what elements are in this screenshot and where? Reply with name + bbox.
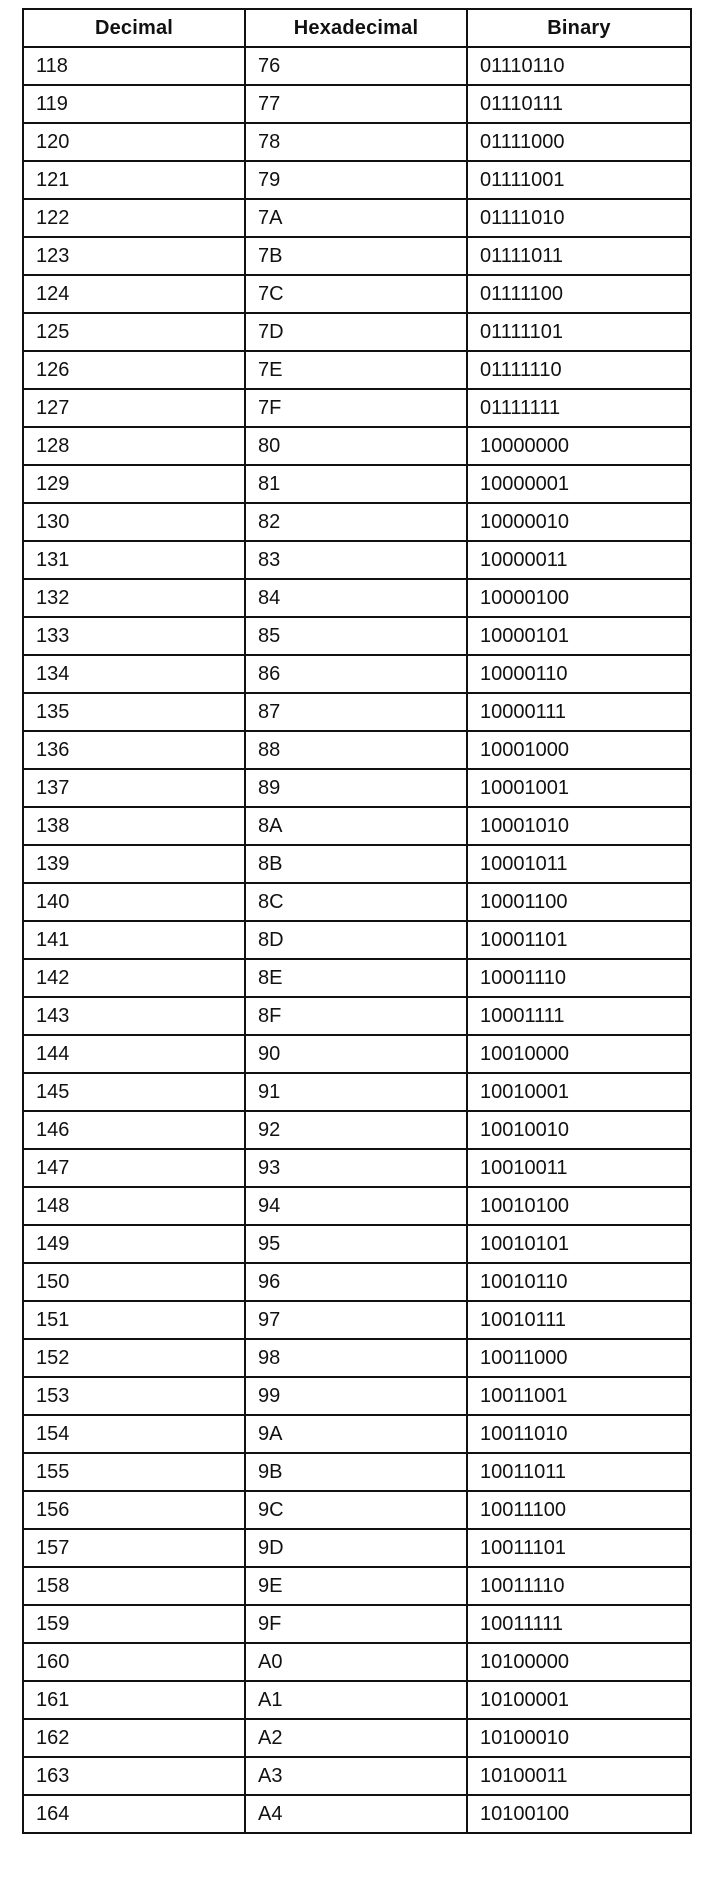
decimal-cell: 153	[23, 1377, 245, 1415]
binary-cell: 10011010	[467, 1415, 691, 1453]
hexadecimal-cell: 83	[245, 541, 467, 579]
decimal-cell: 155	[23, 1453, 245, 1491]
hexadecimal-cell: 77	[245, 85, 467, 123]
table-row	[23, 731, 691, 769]
hexadecimal-cell: 93	[245, 1149, 467, 1187]
table-row	[23, 693, 691, 731]
header-row	[23, 9, 691, 47]
table-row	[23, 1681, 691, 1719]
decimal-cell: 138	[23, 807, 245, 845]
decimal-cell: 119	[23, 85, 245, 123]
column-header-hexadecimal: Hexadecimal	[245, 9, 467, 47]
decimal-cell: 152	[23, 1339, 245, 1377]
hexadecimal-cell: 7A	[245, 199, 467, 237]
binary-cell: 10001011	[467, 845, 691, 883]
decimal-cell: 134	[23, 655, 245, 693]
conversion-table-page	[22, 8, 690, 1834]
decimal-cell: 126	[23, 351, 245, 389]
table-row	[23, 1491, 691, 1529]
table-body	[23, 47, 691, 1833]
table-row	[23, 769, 691, 807]
table-row	[23, 1757, 691, 1795]
hexadecimal-cell: 9F	[245, 1605, 467, 1643]
hexadecimal-cell: A1	[245, 1681, 467, 1719]
hexadecimal-cell: A0	[245, 1643, 467, 1681]
binary-cell: 01111000	[467, 123, 691, 161]
table-row	[23, 1111, 691, 1149]
decimal-cell: 130	[23, 503, 245, 541]
binary-cell: 10001010	[467, 807, 691, 845]
hexadecimal-cell: 86	[245, 655, 467, 693]
hexadecimal-cell: 94	[245, 1187, 467, 1225]
hexadecimal-cell: 84	[245, 579, 467, 617]
table-row	[23, 1605, 691, 1643]
table-row	[23, 1073, 691, 1111]
binary-cell: 01111100	[467, 275, 691, 313]
column-header-decimal: Decimal	[23, 9, 245, 47]
hexadecimal-cell: 8F	[245, 997, 467, 1035]
table-row	[23, 997, 691, 1035]
column-header-binary: Binary	[467, 9, 691, 47]
hexadecimal-cell: 9A	[245, 1415, 467, 1453]
table-row	[23, 1225, 691, 1263]
decimal-cell: 137	[23, 769, 245, 807]
binary-cell: 10000011	[467, 541, 691, 579]
decimal-cell: 123	[23, 237, 245, 275]
table-row	[23, 199, 691, 237]
table-row	[23, 1263, 691, 1301]
decimal-cell: 159	[23, 1605, 245, 1643]
binary-cell: 10010111	[467, 1301, 691, 1339]
table-row	[23, 1301, 691, 1339]
decimal-cell: 131	[23, 541, 245, 579]
decimal-cell: 118	[23, 47, 245, 85]
binary-cell: 10011000	[467, 1339, 691, 1377]
table-row	[23, 351, 691, 389]
decimal-cell: 161	[23, 1681, 245, 1719]
decimal-cell: 121	[23, 161, 245, 199]
binary-cell: 01111110	[467, 351, 691, 389]
binary-cell: 10010110	[467, 1263, 691, 1301]
hexadecimal-cell: 90	[245, 1035, 467, 1073]
hexadecimal-cell: 87	[245, 693, 467, 731]
hexadecimal-cell: 82	[245, 503, 467, 541]
decimal-cell: 146	[23, 1111, 245, 1149]
decimal-cell: 150	[23, 1263, 245, 1301]
hexadecimal-cell: 78	[245, 123, 467, 161]
binary-cell: 01110110	[467, 47, 691, 85]
hexadecimal-cell: 9E	[245, 1567, 467, 1605]
decimal-cell: 142	[23, 959, 245, 997]
table-row	[23, 1643, 691, 1681]
hexadecimal-cell: 99	[245, 1377, 467, 1415]
binary-cell: 10001110	[467, 959, 691, 997]
hexadecimal-cell: 7D	[245, 313, 467, 351]
table-row	[23, 1567, 691, 1605]
hexadecimal-cell: 8D	[245, 921, 467, 959]
hexadecimal-cell: 81	[245, 465, 467, 503]
decimal-cell: 124	[23, 275, 245, 313]
decimal-cell: 162	[23, 1719, 245, 1757]
table-row	[23, 1035, 691, 1073]
decimal-cell: 158	[23, 1567, 245, 1605]
hexadecimal-cell: 79	[245, 161, 467, 199]
hexadecimal-cell: 96	[245, 1263, 467, 1301]
decimal-cell: 128	[23, 427, 245, 465]
hexadecimal-cell: 8A	[245, 807, 467, 845]
table-row	[23, 921, 691, 959]
decimal-cell: 127	[23, 389, 245, 427]
decimal-cell: 163	[23, 1757, 245, 1795]
binary-cell: 10000111	[467, 693, 691, 731]
table-row	[23, 1529, 691, 1567]
binary-cell: 10100011	[467, 1757, 691, 1795]
decimal-cell: 122	[23, 199, 245, 237]
hexadecimal-cell: 89	[245, 769, 467, 807]
binary-cell: 10100100	[467, 1795, 691, 1833]
binary-cell: 10001101	[467, 921, 691, 959]
binary-cell: 10011110	[467, 1567, 691, 1605]
binary-cell: 10001001	[467, 769, 691, 807]
hexadecimal-cell: 7C	[245, 275, 467, 313]
decimal-cell: 120	[23, 123, 245, 161]
table-row	[23, 237, 691, 275]
binary-cell: 10000100	[467, 579, 691, 617]
table-row	[23, 47, 691, 85]
binary-cell: 10010100	[467, 1187, 691, 1225]
hexadecimal-cell: 76	[245, 47, 467, 85]
table-row	[23, 313, 691, 351]
decimal-cell: 151	[23, 1301, 245, 1339]
table-row	[23, 1719, 691, 1757]
hexadecimal-cell: 7F	[245, 389, 467, 427]
table-row	[23, 503, 691, 541]
hexadecimal-cell: 88	[245, 731, 467, 769]
binary-cell: 10001111	[467, 997, 691, 1035]
decimal-cell: 160	[23, 1643, 245, 1681]
decimal-cell: 164	[23, 1795, 245, 1833]
decimal-cell: 135	[23, 693, 245, 731]
decimal-cell: 154	[23, 1415, 245, 1453]
hexadecimal-cell: 92	[245, 1111, 467, 1149]
table-row	[23, 1187, 691, 1225]
decimal-cell: 147	[23, 1149, 245, 1187]
decimal-cell: 133	[23, 617, 245, 655]
table-row	[23, 959, 691, 997]
hexadecimal-cell: 8B	[245, 845, 467, 883]
decimal-cell: 145	[23, 1073, 245, 1111]
binary-cell: 10100000	[467, 1643, 691, 1681]
table-row	[23, 275, 691, 313]
binary-cell: 10100010	[467, 1719, 691, 1757]
table-row	[23, 1377, 691, 1415]
binary-cell: 01111010	[467, 199, 691, 237]
table-row	[23, 655, 691, 693]
binary-cell: 10000101	[467, 617, 691, 655]
decimal-cell: 148	[23, 1187, 245, 1225]
decimal-cell: 156	[23, 1491, 245, 1529]
table-row	[23, 807, 691, 845]
hexadecimal-cell: 7E	[245, 351, 467, 389]
table-row	[23, 465, 691, 503]
binary-cell: 10000010	[467, 503, 691, 541]
table-row	[23, 1453, 691, 1491]
binary-cell: 10011001	[467, 1377, 691, 1415]
decimal-cell: 140	[23, 883, 245, 921]
binary-cell: 10001000	[467, 731, 691, 769]
table-row	[23, 541, 691, 579]
decimal-cell: 139	[23, 845, 245, 883]
decimal-cell: 157	[23, 1529, 245, 1567]
binary-cell: 01111011	[467, 237, 691, 275]
decimal-cell: 141	[23, 921, 245, 959]
binary-cell: 10010001	[467, 1073, 691, 1111]
hexadecimal-cell: 7B	[245, 237, 467, 275]
hexadecimal-cell: 9C	[245, 1491, 467, 1529]
decimal-cell: 144	[23, 1035, 245, 1073]
table-row	[23, 161, 691, 199]
table-row	[23, 883, 691, 921]
binary-cell: 10000000	[467, 427, 691, 465]
binary-cell: 10011111	[467, 1605, 691, 1643]
binary-cell: 10100001	[467, 1681, 691, 1719]
decimal-cell: 143	[23, 997, 245, 1035]
table-row	[23, 1339, 691, 1377]
table-row	[23, 845, 691, 883]
decimal-cell: 149	[23, 1225, 245, 1263]
binary-cell: 10000001	[467, 465, 691, 503]
binary-cell: 10010000	[467, 1035, 691, 1073]
hexadecimal-cell: 8E	[245, 959, 467, 997]
table-row	[23, 123, 691, 161]
hexadecimal-cell: 85	[245, 617, 467, 655]
binary-cell: 01111001	[467, 161, 691, 199]
binary-cell: 01111101	[467, 313, 691, 351]
binary-cell: 10010101	[467, 1225, 691, 1263]
conversion-table	[22, 8, 692, 1834]
hexadecimal-cell: A3	[245, 1757, 467, 1795]
hexadecimal-cell: 9B	[245, 1453, 467, 1491]
binary-cell: 01110111	[467, 85, 691, 123]
decimal-cell: 129	[23, 465, 245, 503]
binary-cell: 01111111	[467, 389, 691, 427]
binary-cell: 10001100	[467, 883, 691, 921]
decimal-cell: 125	[23, 313, 245, 351]
table-row	[23, 1415, 691, 1453]
table-header	[23, 9, 691, 47]
hexadecimal-cell: 91	[245, 1073, 467, 1111]
binary-cell: 10011011	[467, 1453, 691, 1491]
hexadecimal-cell: A4	[245, 1795, 467, 1833]
decimal-cell: 132	[23, 579, 245, 617]
table-row	[23, 617, 691, 655]
hexadecimal-cell: A2	[245, 1719, 467, 1757]
binary-cell: 10011100	[467, 1491, 691, 1529]
hexadecimal-cell: 80	[245, 427, 467, 465]
binary-cell: 10000110	[467, 655, 691, 693]
binary-cell: 10010010	[467, 1111, 691, 1149]
hexadecimal-cell: 98	[245, 1339, 467, 1377]
hexadecimal-cell: 8C	[245, 883, 467, 921]
binary-cell: 10011101	[467, 1529, 691, 1567]
table-row	[23, 427, 691, 465]
hexadecimal-cell: 9D	[245, 1529, 467, 1567]
table-row	[23, 85, 691, 123]
table-row	[23, 579, 691, 617]
table-row	[23, 1795, 691, 1833]
table-row	[23, 1149, 691, 1187]
binary-cell: 10010011	[467, 1149, 691, 1187]
hexadecimal-cell: 97	[245, 1301, 467, 1339]
decimal-cell: 136	[23, 731, 245, 769]
hexadecimal-cell: 95	[245, 1225, 467, 1263]
table-row	[23, 389, 691, 427]
